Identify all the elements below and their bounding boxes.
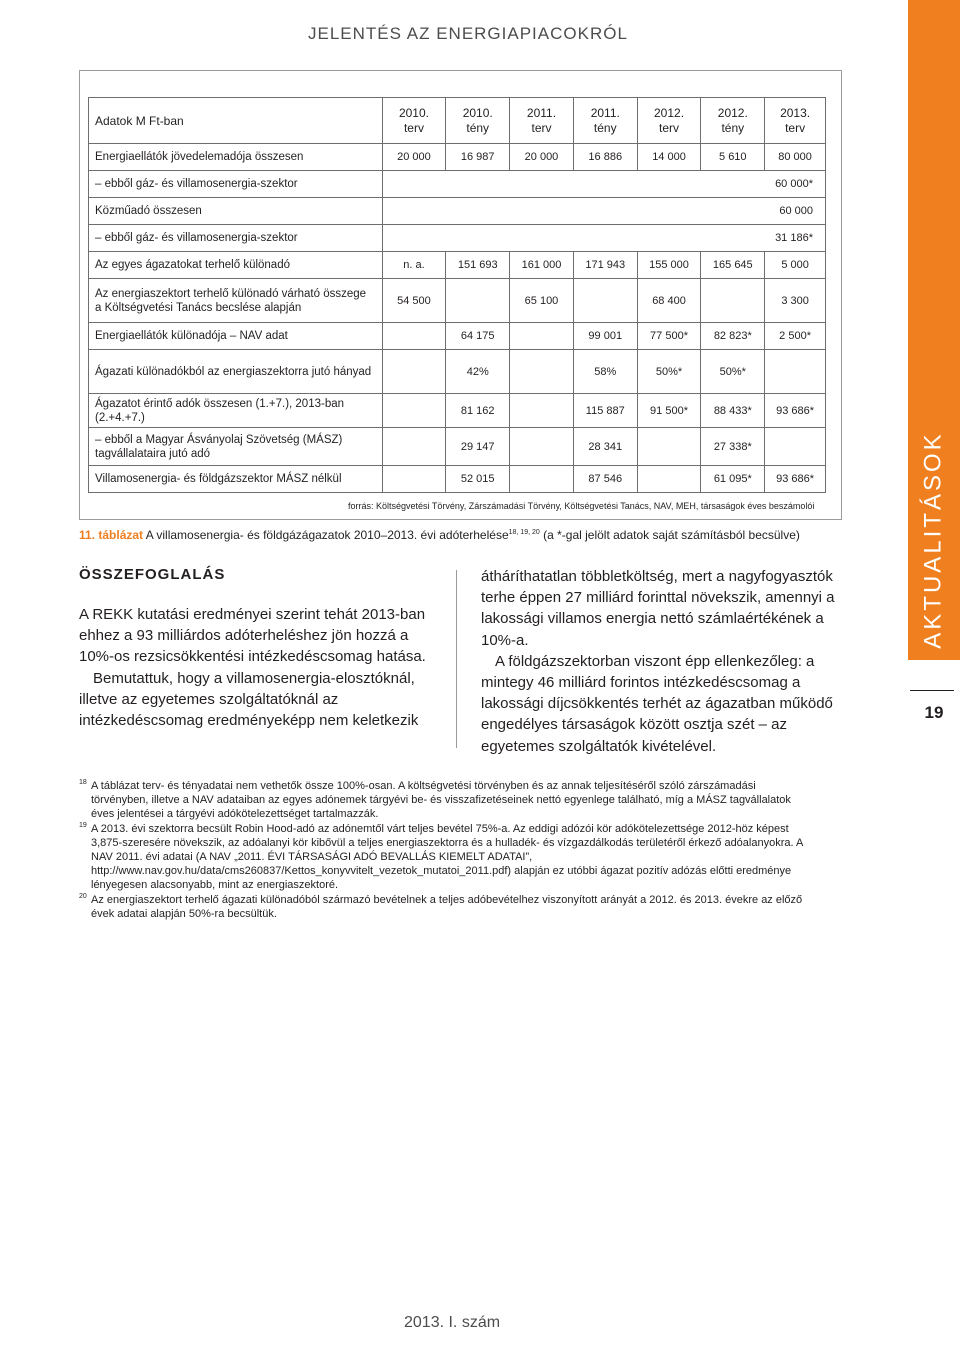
row-label: Villamosenergia- és földgázszektor MÁSZ nélkül: [89, 466, 383, 493]
table-row: [89, 323, 826, 350]
table-cell: 68 400: [637, 279, 701, 323]
table-cell: 82 823*: [701, 323, 765, 350]
footnote: [79, 893, 809, 921]
footnote-number: 20: [79, 892, 87, 900]
page-number: 19: [924, 703, 944, 722]
table-cell: [382, 350, 446, 394]
table-cell: 60 000*: [382, 171, 825, 198]
footnote: [79, 822, 809, 893]
table-cell: [510, 323, 574, 350]
table-cell: 99 001: [573, 323, 637, 350]
summary-right-column: [481, 566, 841, 757]
table-cell: [510, 428, 574, 466]
table-cell: 54 500: [382, 279, 446, 323]
caption-note: (a *-gal jelölt adatok saját számításból becsülve): [539, 528, 800, 542]
row-label: – ebből gáz- és villamosenergia-szektor: [89, 171, 383, 198]
table-row: [89, 171, 826, 198]
table-cell: 80 000: [765, 144, 826, 171]
column-header: 2010. tény: [446, 98, 510, 144]
table-cell: 14 000: [637, 144, 701, 171]
table-cell: [510, 350, 574, 394]
summary-left-column: [79, 604, 429, 731]
paragraph: Bemutattuk, hogy a villamosenergia-elosztóknál, illetve az egyetemes szolgáltatóknál az intézkedéscsomag eredményeképp nem keletkezik: [79, 669, 419, 730]
table-caption: [79, 528, 800, 542]
footnote-text: Az energiaszektort terhelő ágazati különadóból származó bevételnek a teljes adóbevételhez viszonyított arányát a 2012. és 2013. évekre az előző évek adatai alapján 50%-ra becsültük.: [91, 893, 803, 920]
table-header-label: Adatok M Ft-ban: [89, 98, 383, 144]
table-cell: 27 338*: [701, 428, 765, 466]
table-cell: 93 686*: [765, 394, 826, 428]
table-cell: [765, 350, 826, 394]
table-cell: 88 433*: [701, 394, 765, 428]
table-number: 11. táblázat: [79, 528, 144, 542]
table-cell: 155 000: [637, 252, 701, 279]
table-cell: 77 500*: [637, 323, 701, 350]
footnote-number: 18: [79, 779, 87, 786]
table-cell: [573, 279, 637, 323]
table-cell: [382, 466, 446, 493]
table-row: [89, 198, 826, 225]
tax-data-table: [88, 97, 826, 493]
table-cell: 52 015: [446, 466, 510, 493]
table-cell: 2 500*: [765, 323, 826, 350]
table-cell: [637, 466, 701, 493]
table-cell: 31 186*: [382, 225, 825, 252]
table-cell: 61 095*: [701, 466, 765, 493]
footnote-text: A 2013. évi szektorra becsült Robin Hood-adó az adónemtől várt teljes bevétel 75%-a. Az eddigi adózói kör adókötelezettsége 2012-höz képest 3,875-szeresére növekszik, az adóalanyi kör kibővül a teljes energiaszektorra és a hulladék- és vízgazdálkodás területéről érkező adóalanyokra. A NAV 2011. évi adatai (A NAV „2011. ÉVI TÁRSASÁGI ADÓ BEVALLÁS KIEMELT ADATAI”, http://www.nav.gov.hu/data/cms260837/Kettos_konyvvitelt_vezetok_mutatoi_2011.pdf) alapján ez utóbbi ágazat pozitív adózás előtti eredménye lényegesen alacsonyabb, mint az energiaszektoré.: [91, 822, 803, 892]
table-cell: 5 610: [701, 144, 765, 171]
table-cell: [382, 394, 446, 428]
footnotes: [79, 779, 809, 921]
table-cell: 65 100: [510, 279, 574, 323]
section-label: AKTUALITÁSOK: [920, 431, 948, 649]
table-cell: 81 162: [446, 394, 510, 428]
table-row: [89, 225, 826, 252]
table-cell: 91 500*: [637, 394, 701, 428]
table-header-row: [89, 98, 826, 144]
table-cell: 16 886: [573, 144, 637, 171]
table-cell: 115 887: [573, 394, 637, 428]
table-row: [89, 394, 826, 428]
row-label: Ágazatot érintő adók összesen (1.+7.), 2013-ban (2.+4.+7.): [89, 394, 383, 428]
table-cell: 58%: [573, 350, 637, 394]
running-head: JELENTÉS AZ ENERGIAPIACOKRÓL: [308, 24, 628, 43]
table-cell: 64 175: [446, 323, 510, 350]
table-cell: 20 000: [382, 144, 446, 171]
page-number-rule: [910, 690, 954, 691]
table-cell: 151 693: [446, 252, 510, 279]
footnote-refs: 18, 19, 20: [508, 529, 540, 536]
row-label: Ágazati különadókból az energiaszektorra jutó hányad: [89, 350, 383, 394]
table-cell: 165 645: [701, 252, 765, 279]
table-cell: 87 546: [573, 466, 637, 493]
paragraph: átháríthatatlan többletköltség, mert a nagyfogyasztók terhe éppen 27 milliárd forinttal növekszik, amennyi a lakossági villamos energia nettó számlaértékének a 10%-a.: [481, 568, 835, 649]
table-cell: n. a.: [382, 252, 446, 279]
table-row: [89, 428, 826, 466]
table-row: [89, 350, 826, 394]
footnote: [79, 779, 809, 822]
column-header: 2012. tény: [701, 98, 765, 144]
row-label: Az egyes ágazatokat terhelő különadó: [89, 252, 383, 279]
column-header: 2010. terv: [382, 98, 446, 144]
footnote-text: A táblázat terv- és tényadatai nem vethetők össze 100%-osan. A költségvetési törvényben és az annak teljesítéséről szóló zárszámadási törvényben, illetve a NAV adataiban az egyes adónemek tárgyévi be- és visszafizetéseinek nettó egyenlege található, míg a MÁSZ tagvállalatok éves jelentései a tárgyévi adókötelezettséget tartalmazzák.: [91, 780, 791, 821]
column-header: 2011. terv: [510, 98, 574, 144]
table-cell: 50%*: [637, 350, 701, 394]
row-label: Az energiaszektort terhelő különadó várható összege a Költségvetési Tanács becslése alapján: [89, 279, 383, 323]
table-cell: 16 987: [446, 144, 510, 171]
row-label: – ebből gáz- és villamosenergia-szektor: [89, 225, 383, 252]
table-cell: 171 943: [573, 252, 637, 279]
table-cell: [382, 323, 446, 350]
table-cell: 28 341: [573, 428, 637, 466]
row-label: Energiaellátók különadója – NAV adat: [89, 323, 383, 350]
table-row: [89, 252, 826, 279]
table-cell: [765, 428, 826, 466]
table-row: [89, 466, 826, 493]
summary-heading: ÖSSZEFOGLALÁS: [79, 566, 226, 583]
issue-footer: 2013. I. szám: [404, 1314, 501, 1331]
table-cell: 42%: [446, 350, 510, 394]
row-label: Közműadó összesen: [89, 198, 383, 225]
table-row: [89, 279, 826, 323]
caption-text: A villamosenergia- és földgázágazatok 2010–2013. évi adóterhelése: [143, 528, 509, 542]
table-cell: 161 000: [510, 252, 574, 279]
table-cell: [382, 428, 446, 466]
table-cell: 60 000: [382, 198, 825, 225]
table-source: forrás: Költségvetési Törvény, Zárszámadási Törvény, Költségvetési Tanács, NAV, MEH, társaságok éves beszámolói: [348, 501, 815, 511]
table-cell: [446, 279, 510, 323]
table-cell: 29 147: [446, 428, 510, 466]
column-divider: [456, 570, 457, 748]
table-cell: 50%*: [701, 350, 765, 394]
column-header: 2013. terv: [765, 98, 826, 144]
row-label: Energiaellátók jövedelemadója összesen: [89, 144, 383, 171]
footnote-number: 19: [79, 821, 87, 829]
table-cell: [637, 428, 701, 466]
table-cell: [510, 466, 574, 493]
table-row: [89, 144, 826, 171]
column-header: 2012. terv: [637, 98, 701, 144]
table-cell: [701, 279, 765, 323]
paragraph: A földgázszektorban viszont épp ellenkezőleg: a mintegy 46 milliárd forintos intézkedéscsomag a lakossági díjcsökkentés terhét az ágazatban működő engedélyes társaságok között osztja szét – az egyetemes szolgáltatók kivételével.: [481, 652, 833, 755]
column-header: 2011. tény: [573, 98, 637, 144]
table-cell: [510, 394, 574, 428]
table-cell: 5 000: [765, 252, 826, 279]
table-cell: 3 300: [765, 279, 826, 323]
table-cell: 20 000: [510, 144, 574, 171]
table-cell: 93 686*: [765, 466, 826, 493]
paragraph: A REKK kutatási eredményei szerint tehát 2013-ban ehhez a 93 milliárdos adóterheléshez jön hozzá a 10%-os rezsicsökkentési intézkedéscsomag hatása.: [79, 606, 426, 666]
row-label: – ebből a Magyar Ásványolaj Szövetség (MÁSZ) tagvállalataira jutó adó: [89, 428, 383, 466]
